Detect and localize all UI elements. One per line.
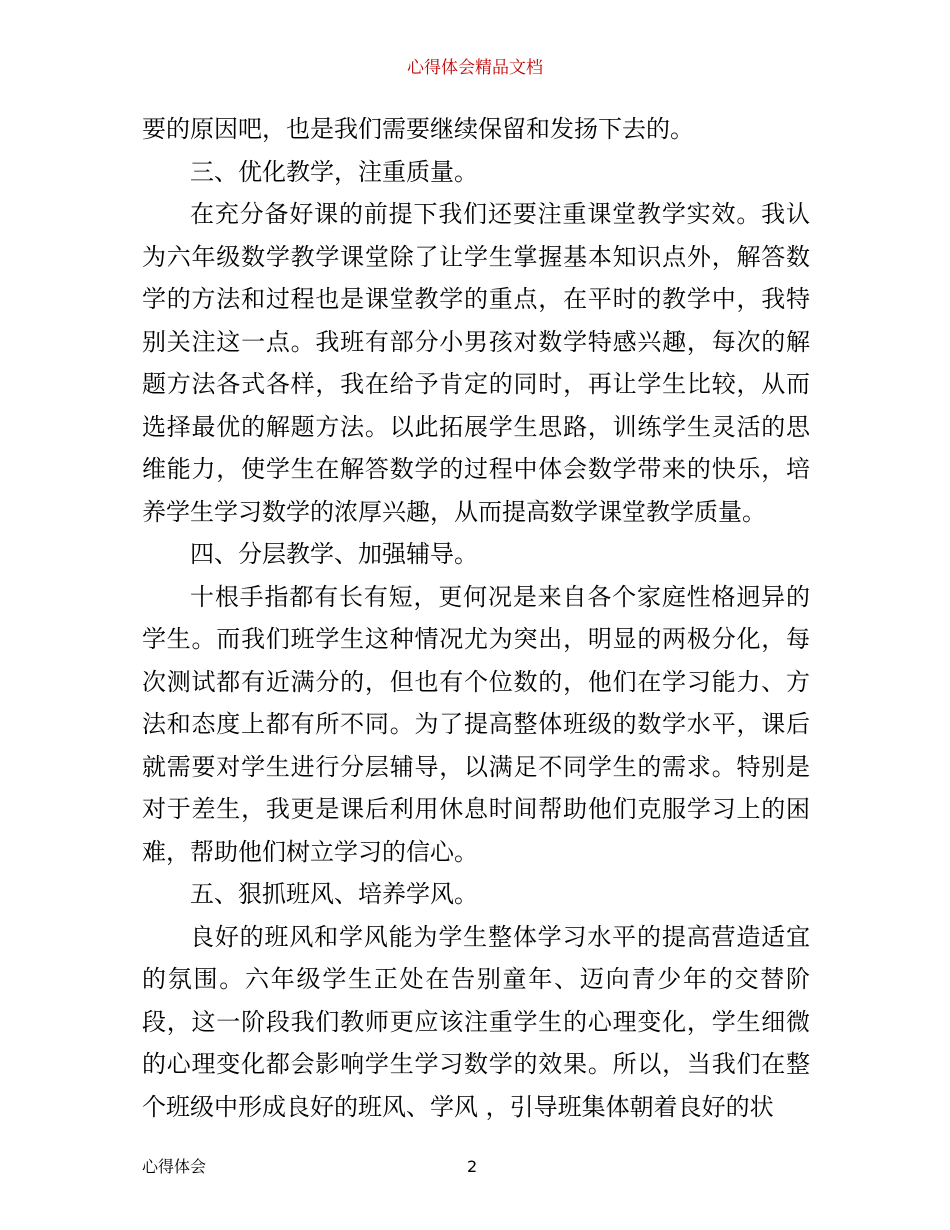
footer-label: 心得体会 <box>142 1157 207 1176</box>
page-number: 2 <box>467 1157 478 1176</box>
section-heading: 三、优化教学，注重质量。 <box>190 157 478 186</box>
paragraph: 良好的班风和学风能为学生整体学习水平的提高营造适宜的氛围。六年级学生正处在告别童年、迈向青少年的交替阶段，这一阶段我们教师更应该注重学生的心理变化，学生细微的心理变化都会影响学生学习数学的效果。所以，当我们在整个班级中形成良好的班风、学风 ，引导班集体朝着良好的状 <box>142 922 810 1121</box>
document-header-title: 心得体会精品文档 <box>407 58 543 78</box>
section-heading: 五、狠抓班风、培养学风。 <box>190 880 478 908</box>
section-heading: 四、分层教学、加强辅导。 <box>190 540 478 568</box>
paragraph: 要的原因吧，也是我们需要继续保留和发扬下去的。 <box>142 115 694 143</box>
document-body <box>142 108 810 1128</box>
paragraph: 在充分备好课的前提下我们还要注重课堂教学实效。我认为六年级数学教学课堂除了让学生掌握基本知识点外，解答数学的方法和过程也是课堂教学的重点，在平时的教学中，我特别关注这一点。我班有部分小男孩对数学特感兴趣，每次的解题方法各式各样，我在给予肯定的同时，再让学生比较，从而选择最优的解题方法。以此拓展学生思路，训练学生灵活的思维能力，使学生在解答数学的过程中体会数学带来的快乐，培养学生学习数学的浓厚兴趣，从而提高数学课堂教学质量。 <box>142 200 810 526</box>
paragraph: 十根手指都有长有短，更何况是来自各个家庭性格迥异的学生。而我们班学生这种情况尤为突出，明显的两极分化，每次测试都有近满分的，但也有个位数的，他们在学习能力、方法和态度上都有所不同。为了提高整体班级的数学水平，课后就需要对学生进行分层辅导，以满足不同学生的需求。特别是对于差生，我更是课后利用休息时间帮助他们克服学习上的困难，帮助他们树立学习的信心。 <box>142 582 810 866</box>
